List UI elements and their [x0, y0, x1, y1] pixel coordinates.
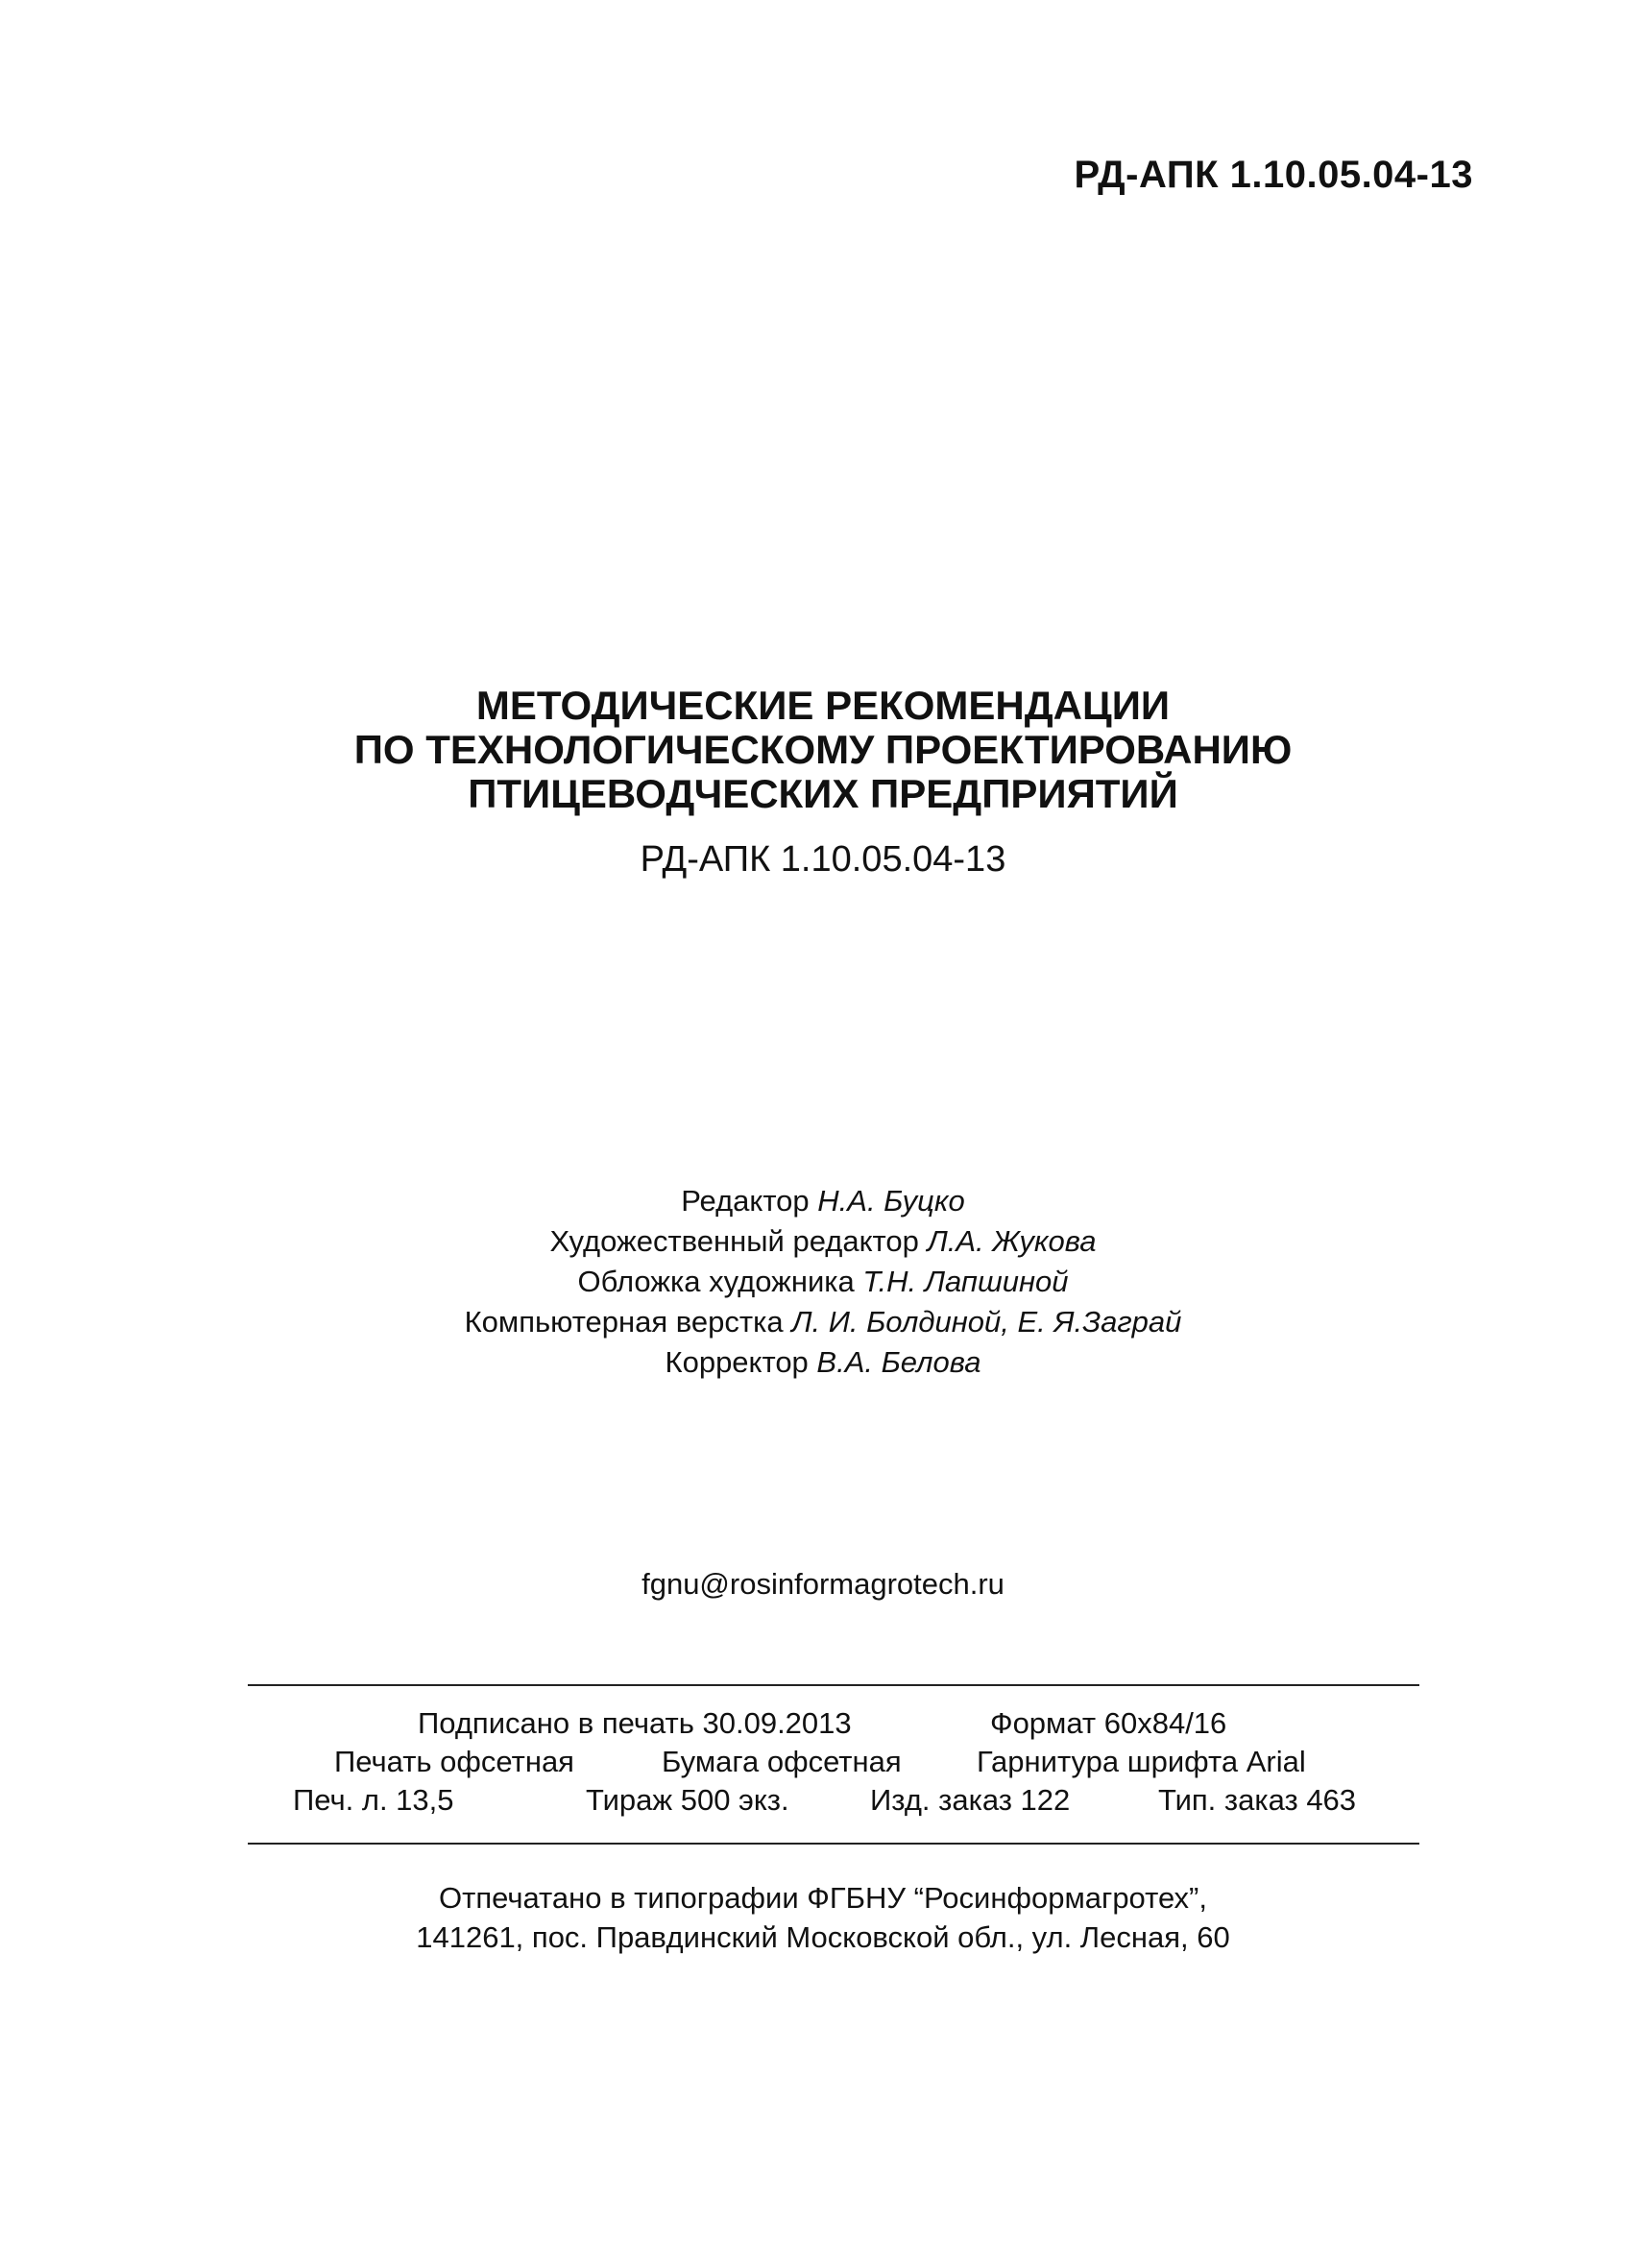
printed-by-block: [0, 1878, 1646, 1957]
title-line-3: ПТИЦЕВОДЧЕСКИХ ПРЕДПРИЯТИЙ: [468, 771, 1178, 816]
title-block: [0, 684, 1646, 881]
credit-role: Корректор: [665, 1345, 809, 1379]
printed-by-line-2: 141261, пос. Правдинский Московской обл., ул. Лесная, 60: [416, 1920, 1230, 1954]
divider-top: [248, 1684, 1419, 1686]
credit-name: Л. И. Болдиной, Е. Я.Заграй: [791, 1305, 1182, 1339]
credit-role: Обложка художника: [577, 1265, 855, 1298]
credit-name: Т.Н. Лапшиной: [862, 1265, 1069, 1298]
title-line-1: МЕТОДИЧЕСКИЕ РЕКОМЕНДАЦИИ: [475, 683, 1171, 728]
credit-role: Редактор: [681, 1184, 810, 1218]
print-signed: Подписано в печать 30.09.2013: [418, 1706, 852, 1740]
title-line-2: ПО ТЕХНОЛОГИЧЕСКОМУ ПРОЕКТИРОВАНИЮ: [353, 727, 1293, 772]
credit-name: Л.А. Жукова: [927, 1224, 1097, 1258]
print-sheets: Печ. л. 13,5: [293, 1783, 454, 1817]
print-order: Тип. заказ 463: [1158, 1783, 1357, 1817]
print-type: Печать офсетная: [334, 1745, 574, 1778]
credit-role: Художественный редактор: [549, 1224, 919, 1258]
credit-editor: [0, 1181, 1646, 1221]
print-typeface: Гарнитура шрифта Arial: [977, 1745, 1306, 1778]
print-format: Формат 60x84/16: [990, 1706, 1227, 1740]
print-paper: Бумага офсетная: [662, 1745, 902, 1778]
credit-name: В.А. Белова: [816, 1345, 981, 1379]
printed-by-line-1: Отпечатано в типографии ФГБНУ “Росинформагротех”,: [439, 1881, 1207, 1915]
credit-art-editor: [0, 1221, 1646, 1262]
title-doc-code: РД-АПК 1.10.05.04-13: [640, 839, 1006, 880]
contact-email: fgnu@rosinformagrotech.ru: [641, 1567, 1005, 1601]
print-circulation: Тираж 500 экз.: [586, 1783, 789, 1817]
credit-layout: [0, 1302, 1646, 1342]
header-doc-code: РД-АПК 1.10.05.04-13: [1074, 154, 1473, 196]
credits-block: [0, 1181, 1646, 1383]
credit-name: Н.А. Буцко: [817, 1184, 965, 1218]
credit-proofreader: [0, 1342, 1646, 1383]
divider-bottom: [248, 1843, 1419, 1845]
print-publisher-order: Изд. заказ 122: [870, 1783, 1071, 1817]
credit-role: Компьютерная верстка: [464, 1305, 784, 1339]
credit-cover-artist: [0, 1262, 1646, 1302]
